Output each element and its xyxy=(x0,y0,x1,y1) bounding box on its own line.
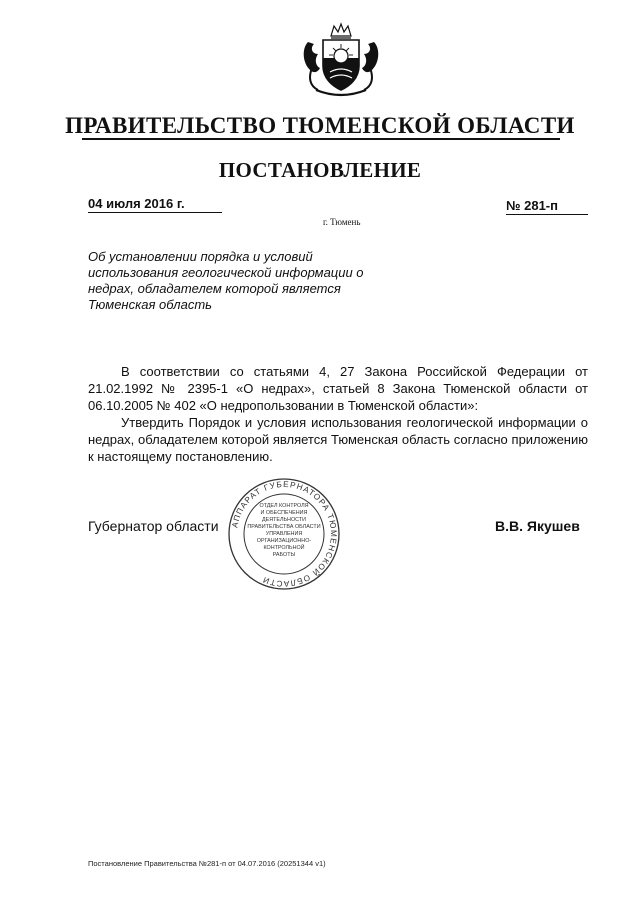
signatory-name: В.В. Якушев xyxy=(495,518,580,534)
stamp-line-5: УПРАВЛЕНИЯ xyxy=(265,531,303,537)
body-paragraph-2: Утвердить Порядок и условия использования геологической информации о недрах, обладателем которой является Тюменская область согласно приложению к настоящему постановлению. xyxy=(88,415,588,464)
body-paragraph-1: В соответствии со статьями 4, 27 Закона Российской Федерации от 21.02.1992 № 2395-1 «О недрах», статьей 8 Закона Тюменской области от 06.10.2005 № 402 «О недропользовании в Тюменской области»: xyxy=(88,364,588,413)
organization-title: ПРАВИТЕЛЬСТВО ТЮМЕНСКОЙ ОБЛАСТИ xyxy=(65,113,575,138)
stamp-line-3: ДЕЯТЕЛЬНОСТИ xyxy=(261,517,307,523)
stamp-line-7: КОНТРОЛЬНОЙ xyxy=(263,545,305,551)
stamp-line-8: РАБОТЫ xyxy=(272,552,296,558)
stamp-line-6: ОРГАНИЗАЦИОННО- xyxy=(256,538,312,544)
coat-of-arms-emblem xyxy=(298,22,384,102)
title-underline xyxy=(82,138,560,140)
document-date: 04 июля 2016 г. xyxy=(88,196,222,213)
document-number: № 281-п xyxy=(506,198,588,215)
stamp-outer-text: АППАРАТ ГУБЕРНАТОРА ТЮМЕНСКОЙ ОБЛАСТИ xyxy=(230,479,339,589)
official-stamp xyxy=(227,477,341,591)
document-subject: Об установлении порядка и условий использования геологической информации о недрах, обладателем которой является Тюменская область xyxy=(88,249,364,312)
document-city: г. Тюмень xyxy=(323,217,361,227)
stamp-line-4: ПРАВИТЕЛЬСТВА ОБЛАСТИ xyxy=(247,524,321,530)
stamp-line-1: ОТДЕЛ КОНТРОЛЯ xyxy=(259,503,309,509)
document-type: ПОСТАНОВЛЕНИЕ xyxy=(218,158,422,182)
document-footer: Постановление Правительства №281-п от 04.07.2016 (20251344 v1) xyxy=(88,859,326,868)
signatory-position: Губернатор области xyxy=(88,518,219,534)
stamp-line-2: И ОБЕСПЕЧЕНИЯ xyxy=(260,510,308,516)
